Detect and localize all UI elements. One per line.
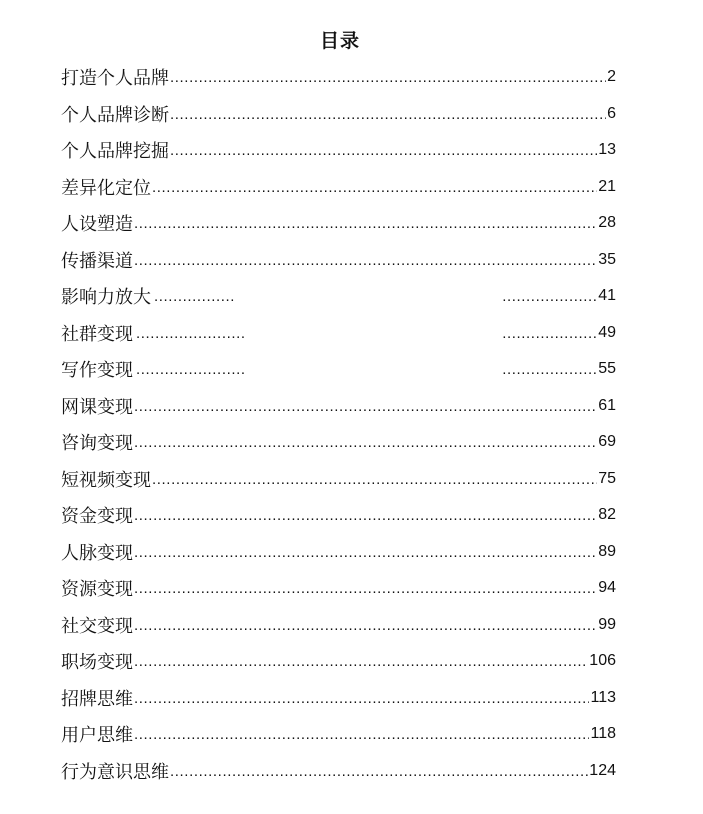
dot-leader: [134, 432, 597, 452]
toc-entry-page: 55: [598, 360, 616, 378]
dot-leader: [134, 359, 597, 379]
toc-entry[interactable]: [61, 242, 616, 279]
toc-entry-page: 124: [589, 761, 616, 779]
toc-entry-page: 2: [607, 68, 616, 86]
toc-entry[interactable]: [61, 497, 616, 534]
dot-leader: [170, 67, 606, 87]
toc-entry-page: 28: [598, 214, 616, 232]
toc-entry-label: 人设塑造: [61, 214, 133, 236]
toc-entry-page: 75: [598, 469, 616, 487]
toc-entry[interactable]: [61, 278, 616, 315]
toc-entry-label: 写作变现: [61, 360, 133, 382]
dot-leader: [134, 724, 589, 744]
dot-leader: [134, 615, 597, 635]
dot-leader-left: [136, 323, 246, 343]
dot-leader: [170, 761, 588, 781]
toc-entry-page: 49: [598, 323, 616, 341]
toc-entry[interactable]: [61, 132, 616, 169]
toc-entry[interactable]: [61, 716, 616, 753]
dot-leader: [134, 213, 597, 233]
toc-entry[interactable]: [61, 205, 616, 242]
dot-leader: [152, 469, 597, 489]
dot-leader: [134, 250, 597, 270]
dot-leader: [152, 177, 597, 197]
toc-entry-label: 传播渠道: [61, 250, 133, 272]
toc-entry-page: 41: [598, 287, 616, 305]
toc-entry-page: 61: [598, 396, 616, 414]
toc-entry[interactable]: [61, 753, 616, 790]
toc-entry[interactable]: [61, 461, 616, 498]
toc-entry-label: 资源变现: [61, 579, 133, 601]
toc-entry-label: 招牌思维: [61, 688, 133, 710]
toc-entry[interactable]: [61, 96, 616, 133]
dot-leader: [134, 323, 597, 343]
toc-list: [61, 59, 616, 789]
dot-leader-left: [154, 286, 234, 306]
toc-entry-label: 人脉变现: [61, 542, 133, 564]
dot-leader: [134, 542, 597, 562]
toc-entry-label: 社交变现: [61, 615, 133, 637]
toc-entry-page: 13: [598, 141, 616, 159]
toc-entry[interactable]: [61, 424, 616, 461]
toc-entry-label: 社群变现: [61, 323, 133, 345]
toc-entry-page: 21: [598, 177, 616, 195]
toc-entry-label: 网课变现: [61, 396, 133, 418]
toc-entry[interactable]: [61, 388, 616, 425]
toc-entry-label: 资金变现: [61, 506, 133, 528]
dot-leader-right: [502, 323, 597, 343]
toc-entry[interactable]: [61, 607, 616, 644]
dot-leader-right: [502, 359, 597, 379]
toc-entry-label: 用户思维: [61, 725, 133, 747]
dot-leader: [170, 104, 606, 124]
toc-entry[interactable]: [61, 680, 616, 717]
toc-entry[interactable]: [61, 570, 616, 607]
toc-entry-label: 个人品牌诊断: [61, 104, 169, 126]
dot-leader: [152, 286, 597, 306]
toc-entry-page: 118: [590, 725, 616, 743]
toc-entry[interactable]: [61, 169, 616, 206]
toc-entry[interactable]: [61, 351, 616, 388]
toc-entry-label: 短视频变现: [61, 469, 151, 491]
toc-entry-page: 94: [598, 579, 616, 597]
toc-entry-label: 行为意识思维: [61, 761, 169, 783]
toc-entry-page: 35: [598, 250, 616, 268]
dot-leader-right: [502, 286, 597, 306]
toc-entry-page: 82: [598, 506, 616, 524]
toc-entry-label: 职场变现: [61, 652, 133, 674]
toc-entry-label: 差异化定位: [61, 177, 151, 199]
dot-leader: [170, 140, 597, 160]
toc-entry-page: 69: [598, 433, 616, 451]
toc-entry[interactable]: [61, 643, 616, 680]
toc-entry-page: 6: [607, 104, 616, 122]
toc-entry[interactable]: [61, 59, 616, 96]
dot-leader: [134, 688, 589, 708]
dot-leader: [134, 396, 597, 416]
toc-entry-page: 99: [598, 615, 616, 633]
toc-entry-label: 打造个人品牌: [61, 68, 169, 90]
dot-leader-left: [136, 359, 246, 379]
dot-leader: [134, 505, 597, 525]
toc-entry-page: 89: [598, 542, 616, 560]
dot-leader: [134, 578, 597, 598]
toc-entry-label: 影响力放大: [61, 287, 151, 309]
page-title: 目录: [319, 30, 360, 52]
toc-entry-page: 106: [589, 652, 616, 670]
dot-leader: [134, 651, 588, 671]
toc-entry-label: 咨询变现: [61, 433, 133, 455]
toc-entry[interactable]: [61, 315, 616, 352]
toc-entry-label: 个人品牌挖掘: [61, 141, 169, 163]
toc-entry-page: 113: [590, 688, 616, 706]
toc-entry[interactable]: [61, 534, 616, 571]
